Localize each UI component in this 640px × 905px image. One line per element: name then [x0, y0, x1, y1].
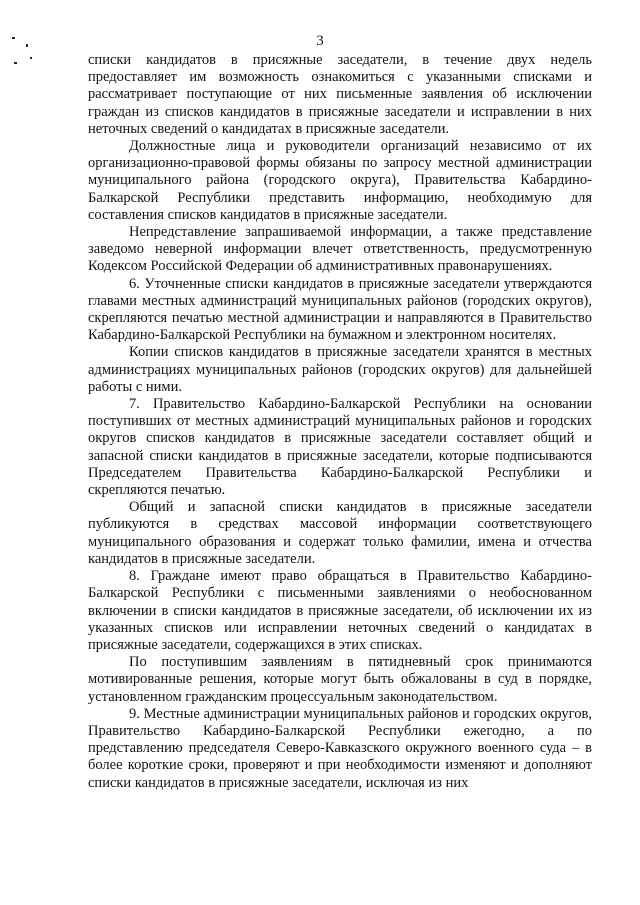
paragraph-continuation: списки кандидатов в присяжные заседатели, в течение двух недель предоставляет им возможность ознакомиться с указанными списками и рассматривает поступающие от них письменные заявления об исключении граждан из списков кандидатов в присяжные заседатели и исправлении в них неточных сведений о кандидатах в присяжные заседатели.	[88, 52, 592, 137]
paragraph-item-9: 9. Местные администрации муниципальных районов и городских округов, Правительство Кабардино-Балкарской Республики ежегодно, а по представлению председателя Северо-Кавказского окружного военного суда – в более короткие сроки, проверяют и при необходимости изменяют и дополняют списки кандидатов в присяжные заседатели, исключая из них	[88, 705, 592, 791]
paragraph-item-6: 6. Уточненные списки кандидатов в присяжные заседатели утверждаются главами местных администраций муниципальных районов (городских округов), скрепляются печатью местной администрации и направляются в Правительство Кабардино-Балкарской Республики на бумажном и электронном носителях.	[88, 275, 592, 344]
page-number: 3	[316, 33, 324, 49]
paragraph: Непредставление запрашиваемой информации, а также представление заведомо неверной информации влечет ответственность, предусмотренную Кодексом Российской Федерации об административных правонарушениях.	[88, 224, 592, 275]
paragraph: Копии списков кандидатов в присяжные заседатели хранятся в местных администрациях муниципальных районов (городских округов) для дальнейшей работы с ними.	[88, 344, 592, 395]
paragraph: Общий и запасной списки кандидатов в присяжные заседатели публикуются в средствах массовой информации соответствующего муниципального образования и содержат только фамилии, имена и отчества кандидатов в присяжные заседатели.	[88, 499, 592, 567]
paragraph: Должностные лица и руководители организаций независимо от их организационно-правовой формы обязаны по запросу местной администрации муниципального района (городского округа), Правительства Кабардино-Балкарской Республики представить информацию, необходимую для составления списков кандидатов в присяжные заседатели.	[88, 138, 592, 223]
scan-speck	[14, 62, 17, 64]
scan-speck	[30, 57, 32, 59]
paragraph-item-8: 8. Граждане имеют право обращаться в Правительство Кабардино-Балкарской Республики с письменными заявлениями о необоснованном включении в списки кандидатов в присяжные заседатели, об исключении их из указанных списков или исправлении неточных сведений о кандидатах в присяжные заседатели, содержащихся в этих списках.	[88, 568, 592, 653]
document-body	[88, 52, 592, 792]
paragraph: По поступившим заявлениям в пятидневный срок принимаются мотивированные решения, которые могут быть обжалованы в суд в порядке, установленном гражданским процессуальным законодательством.	[88, 654, 592, 705]
paragraph-item-7: 7. Правительство Кабардино-Балкарской Республики на основании поступивших от местных администраций муниципальных районов и городских округов списков кандидатов в присяжные заседатели составляет общий и запасной списки кандидатов в присяжные заседатели, которые подписываются Председателем Правительства Кабардино-Балкарской Республики и скрепляются печатью.	[88, 396, 592, 499]
